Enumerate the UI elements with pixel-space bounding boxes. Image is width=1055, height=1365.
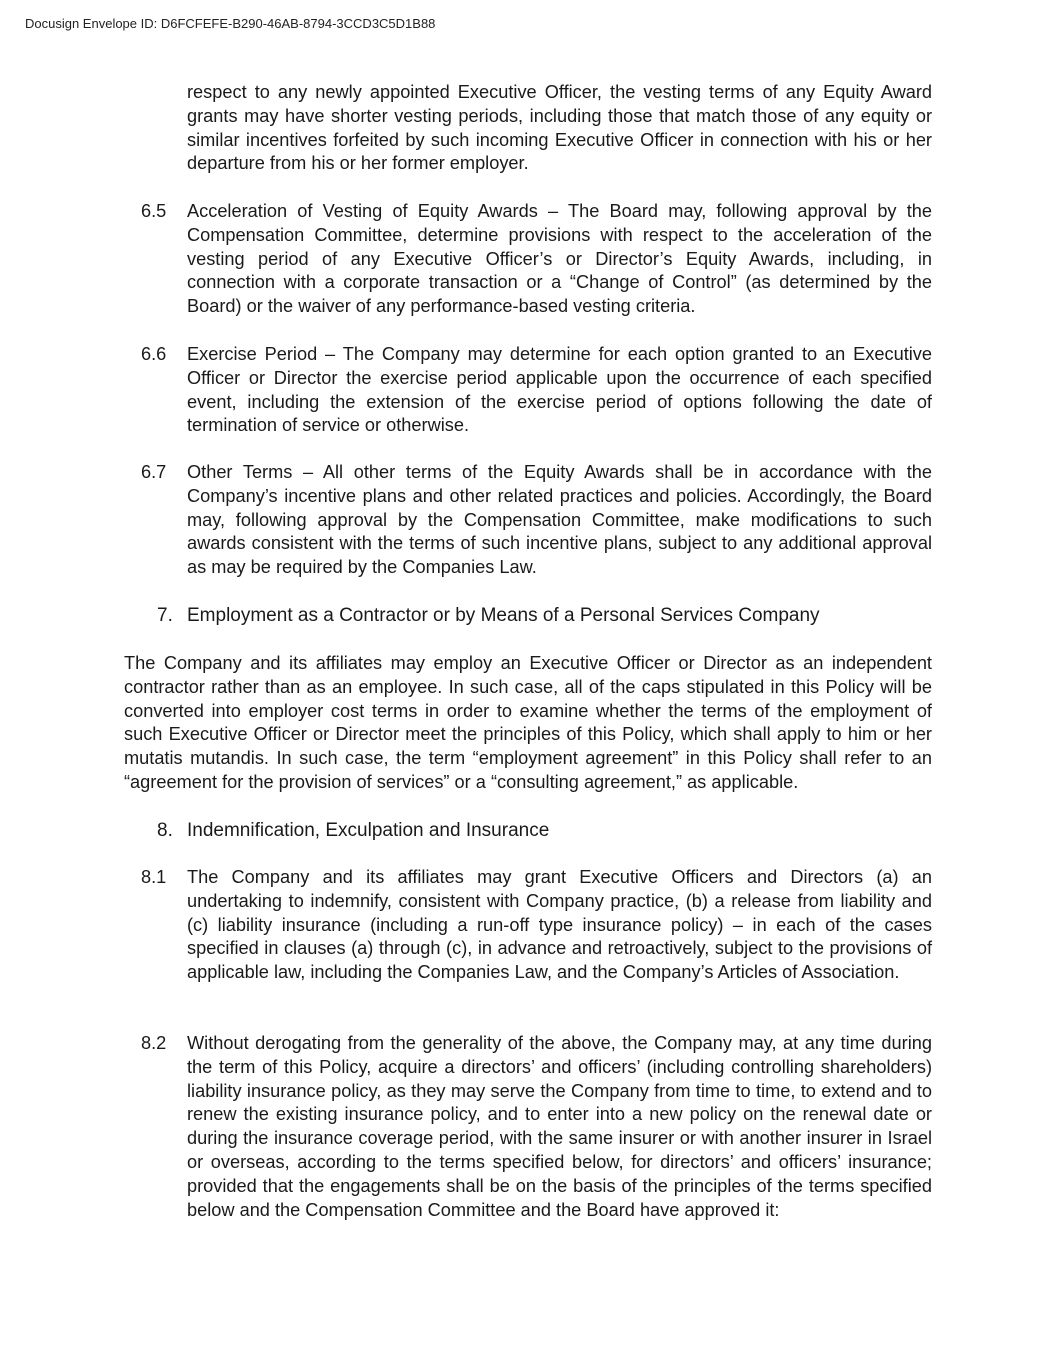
clause-6-5-text: Acceleration of Vesting of Equity Awards – The Board may, following approval by the Compensation Committee, determine provisions with respect to the acceleration of the vesting period of any Executive Officer’s or Director’s Equity Awards, including, in connection with a corporate transaction or a “Change of Control” (as determined by the Board) or the waiver of any performance-based vesting criteria. bbox=[187, 201, 932, 317]
clause-8-2-text: Without derogating from the generality of the above, the Company may, at any time during the term of this Policy, acquire a directors’ and officers’ (including controlling shareholders) liability insurance policy, as they may serve the Company from time to time, to extend and to renew the existing insurance policy, and to enter into a new policy on the renewal date or during the insurance coverage period, with the same insurer or with another insurer in Israel or overseas, according to the terms specified below, for directors’ and officers’ insurance; provided that the engagements shall be on the basis of the principles of the terms specified below and the Compensation Committee and the Board have approved it: bbox=[187, 1033, 932, 1220]
clause-number-8-2: 8.2 bbox=[141, 1033, 167, 1053]
clause-number-6-7: 6.7 bbox=[141, 462, 167, 482]
continuation-paragraph: respect to any newly appointed Executive Officer, the vesting terms of any Equity Award grants may have shorter vesting periods, including those that match those of any equity or similar incentives forfeited by such incoming Executive Officer in connection with his or her departure from his or her former employer. bbox=[187, 82, 932, 174]
clause-number-8-1: 8.1 bbox=[141, 867, 167, 887]
section-7-title: Employment as a Contractor or by Means of a Personal Services Company bbox=[187, 605, 820, 626]
clause-number-6-6: 6.6 bbox=[141, 344, 167, 364]
clause-number-6-5: 6.5 bbox=[141, 201, 167, 221]
clause-6-6-text: Exercise Period – The Company may determine for each option granted to an Executive Officer or Director the exercise period applicable upon the occurrence of each specified event, including the extension of the exercise period of options following the date of termination of service or otherwise. bbox=[187, 344, 932, 436]
section-8-title: Indemnification, Exculpation and Insurance bbox=[187, 820, 550, 841]
section-7-body: The Company and its affiliates may employ an Executive Officer or Director as an independent contractor rather than as an employee. In such case, all of the caps stipulated in this Policy will be converted into employer cost terms in order to examine whether the terms of the employment of such Executive Officer or Director meet the principles of this Policy, which shall apply to him or her mutatis mutandis. In such case, the term “employment agreement” in this Policy shall refer to an “agreement for the provision of services” or a “consulting agreement,” as applicable. bbox=[124, 653, 932, 792]
docusign-envelope-id: Docusign Envelope ID: D6FCFEFE-B290-46AB-8794-3CCD3C5D1B88 bbox=[25, 16, 436, 31]
clause-8-1-text: The Company and its affiliates may grant Executive Officers and Directors (a) an undertaking to indemnify, consistent with Company practice, (b) a release from liability and (c) liability insurance (including a run-off type insurance policy) – in each of the cases specified in clauses (a) through (c), in advance and retroactively, subject to the provisions of applicable law, including the Companies Law, and the Company’s Articles of Association. bbox=[187, 867, 932, 983]
clause-6-7-text: Other Terms – All other terms of the Equity Awards shall be in accordance with the Company’s incentive plans and other related practices and policies. Accordingly, the Board may, following approval by the Compensation Committee, make modifications to such awards consistent with the terms of such incentive plans, subject to any additional approval as may be required by the Companies Law. bbox=[187, 462, 932, 578]
section-8-number: 8. bbox=[157, 820, 173, 841]
section-7-number: 7. bbox=[157, 605, 173, 626]
